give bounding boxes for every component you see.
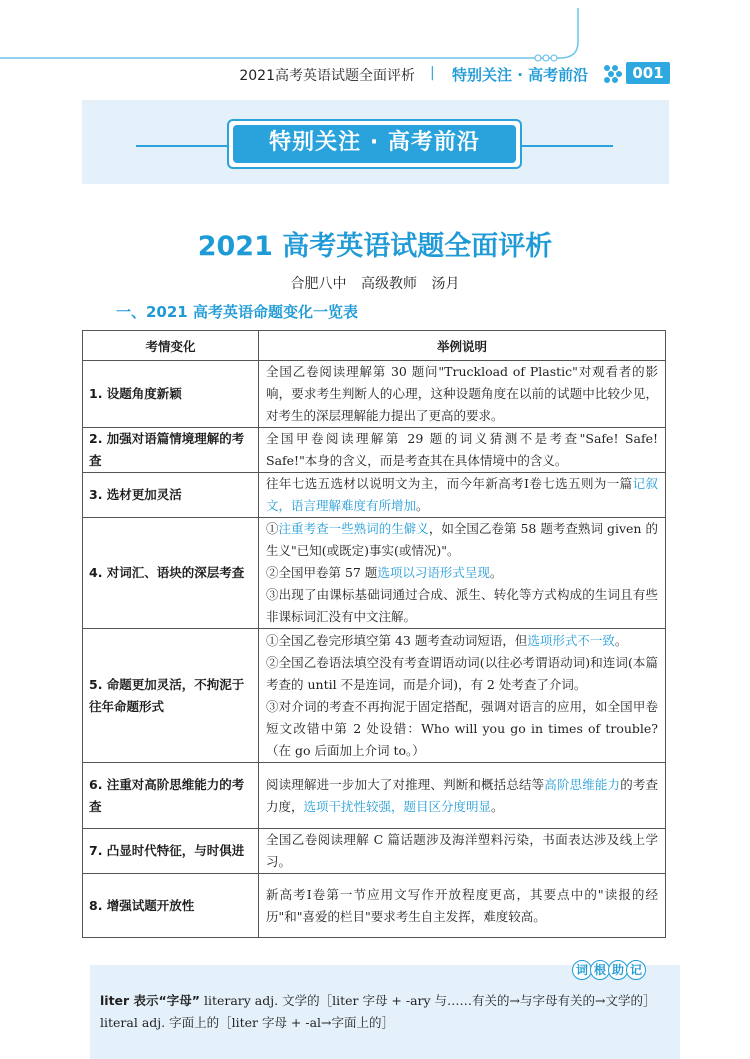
change-cell: 3. 选材更加灵活 — [83, 473, 259, 518]
example-text: 全国甲卷阅读理解第 29 题的词义猜测不是考查"Safe! Safe! Safe!"本身的含义，而是考查其在具体情境中的含义。 — [266, 431, 658, 468]
example-text: ②全国乙卷语法填空没有考查谓语动词(以往必考谓语动词)和连词(本篇考查的 until 不是连词，而是介词)，有 2 处考查了介词。 — [266, 654, 658, 692]
note-tag-char: 助 — [608, 960, 628, 980]
section-heading: 一、2021 高考英语命题变化一览表 — [116, 303, 358, 321]
table-header-example: 举例说明 — [259, 331, 666, 361]
highlight-text: 选项以习语形式呈现 — [377, 565, 490, 580]
example-text: 新高考Ⅰ卷第一节应用文写作开放程度更高，其要点中的"读报的经历"和"喜爱的栏目"要求考生自主发挥，难度较高。 — [266, 886, 658, 924]
example-text: 。 — [491, 798, 504, 814]
note-body: literary adj. 文学的［liter 字母 + -ary 与……有关的→与字母有关的→文学的］ literal adj. 字面上的［liter 字母 + -al→字面上的］ — [100, 993, 656, 1030]
example-cell — [259, 629, 666, 763]
example-text: 。 — [489, 565, 503, 580]
example-cell — [259, 473, 666, 518]
example-cell — [259, 428, 666, 473]
highlight-text: 高阶思维能力 — [544, 776, 621, 792]
change-cell: 7. 凸显时代特征，与时俱进 — [83, 829, 259, 874]
running-section: 特别关注 · 高考前沿 — [452, 66, 589, 84]
banner-line-right — [520, 145, 613, 147]
note-tag-char: 根 — [590, 960, 610, 980]
highlight-text: 选项形式不一致 — [527, 632, 615, 648]
example-cell — [259, 763, 666, 829]
page-number: 001 — [626, 62, 670, 84]
example-cell — [259, 829, 666, 874]
change-cell: 6. 注重对高阶思维能力的考查 — [83, 763, 259, 829]
example-cell — [259, 518, 666, 629]
highlight-text: 记叙文，语言理解难度有所增加 — [266, 476, 658, 513]
example-text: 全国乙卷阅读理解第 30 题问"Truckload of Plastic"对观看者的影响，要求考生判断人的心理，这种设题角度在以前的试题中比较少见，对考生的深层理解能力提出了更高的要求。 — [266, 364, 658, 423]
running-header — [0, 62, 750, 88]
highlight-text: 注重考查一些熟词的生僻义 — [278, 521, 429, 536]
note-tag — [572, 960, 644, 980]
table-row — [83, 763, 666, 829]
note-text — [100, 990, 670, 1034]
table-row — [83, 874, 666, 938]
banner-box — [227, 119, 522, 169]
table-header-row — [83, 331, 666, 361]
example-text: ①全国乙卷完形填空第 43 题考查动词短语，但 — [266, 632, 528, 648]
banner-line-left — [136, 145, 229, 147]
example-text: 往年七选五选材以说明文为主，而今年新高考Ⅰ卷七选五则为一篇 — [266, 476, 633, 491]
table-row — [83, 473, 666, 518]
highlight-text: 选项干扰性较强，题目区分度明显 — [303, 798, 492, 814]
change-cell: 8. 增强试题开放性 — [83, 874, 259, 938]
example-text: ① — [266, 521, 279, 536]
change-cell: 5. 命题更加灵活，不拘泥于往年命题形式 — [83, 629, 259, 763]
note-tag-char: 词 — [572, 960, 592, 980]
dots-icon — [603, 64, 625, 84]
table-row — [83, 829, 666, 874]
header-decoration — [0, 0, 750, 70]
example-text: ③对介词的考查不再拘泥于固定搭配，强调对语言的应用，如全国甲卷短文改错中第 2 处设错：Who will you go in times of trouble?（在 go 后面加上介词 to。） — [266, 698, 658, 758]
table-row — [83, 629, 666, 763]
example-cell — [259, 361, 666, 428]
example-text: ，如全国乙卷第 58 题考查熟词 given 的生义"已知(或既定)事实(或情况)"。 — [266, 521, 658, 558]
table-row — [83, 361, 666, 428]
example-cell — [259, 874, 666, 938]
table-header-change: 考情变化 — [83, 331, 259, 361]
example-text: ③出现了由课标基础词通过合成、派生、转化等方式构成的生词且有些非课标词汇没有中文注解。 — [266, 587, 658, 624]
change-table — [82, 330, 666, 938]
example-text: ②全国甲卷第 57 题 — [266, 565, 378, 580]
example-text: 全国乙卷阅读理解 C 篇话题涉及海洋塑料污染，书面表达涉及线上学习。 — [266, 832, 658, 869]
running-title: 2021高考英语试题全面评析 — [239, 68, 415, 84]
note-tag-char: 记 — [626, 960, 646, 980]
example-text: 。 — [614, 632, 628, 648]
header-separator: | — [430, 65, 435, 81]
change-cell: 2. 加强对语篇情境理解的考查 — [83, 428, 259, 473]
table-row — [83, 428, 666, 473]
change-cell: 1. 设题角度新颖 — [83, 361, 259, 428]
note-lead: liter 表示“字母” — [100, 993, 200, 1008]
article-title: 2021 高考英语试题全面评析 — [197, 231, 553, 262]
table-row — [83, 518, 666, 629]
banner-text: 特别关注 · 高考前沿 — [233, 125, 516, 163]
change-cell: 4. 对词汇、语块的深层考查 — [83, 518, 259, 629]
example-text: 的考查力度， — [266, 776, 658, 814]
example-text: 。 — [416, 498, 429, 513]
example-text: 阅读理解进一步加大了对推理、判断和概括总结等 — [266, 776, 545, 792]
article-author: 合肥八中 高级教师 汤月 — [290, 276, 460, 292]
